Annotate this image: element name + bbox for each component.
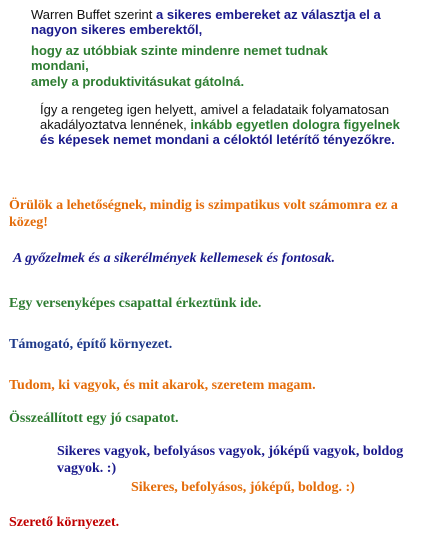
comment-1: Örülök a lehetőségnek, mindig is szimpatikus volt számomra ez a közeg!	[9, 198, 398, 230]
quote-line-3: amely a produktivitásukat gátolná.	[31, 74, 245, 89]
comment-3: Egy versenyképes csapattal érkeztünk ide.	[9, 296, 262, 311]
quote-paragraph-2	[40, 102, 415, 147]
quote-intro: Warren Buffet szerint	[31, 7, 156, 22]
quote-paragraph-1	[31, 7, 416, 37]
quote-para2-blue: és képesek nemet mondani a céloktól letérítő tényezőkre.	[40, 132, 395, 147]
comment-2: A győzelmek és a sikerélmények kellemesek és fontosak.	[13, 251, 335, 266]
quote-line-2: hogy az utóbbiak szinte mindenre nemet tudnak mondani,	[31, 43, 328, 73]
quote-para2-plain: Így a rengeteg igen helyett, amivel a feladataik folyamatosan akadályoztatva lennének,	[40, 102, 390, 132]
comment-9: Szerető környezet.	[9, 515, 120, 530]
quote-para2-green: inkább egyetlen dologra figyelnek	[190, 117, 400, 132]
quote-highlight: a sikeres embereket az választja el a nagyon sikeres emberektől,	[31, 7, 381, 37]
comment-8: Sikeres, befolyásos, jóképű, boldog. :)	[131, 480, 355, 495]
comment-4: Támogató, építő környezet.	[9, 337, 173, 352]
comment-6: Összeállított egy jó csapatot.	[9, 411, 179, 426]
comment-5: Tudom, ki vagyok, és mit akarok, szeretem magam.	[9, 378, 316, 393]
comment-7: Sikeres vagyok, befolyásos vagyok, jóképű vagyok, boldog vagyok. :)	[57, 444, 404, 476]
